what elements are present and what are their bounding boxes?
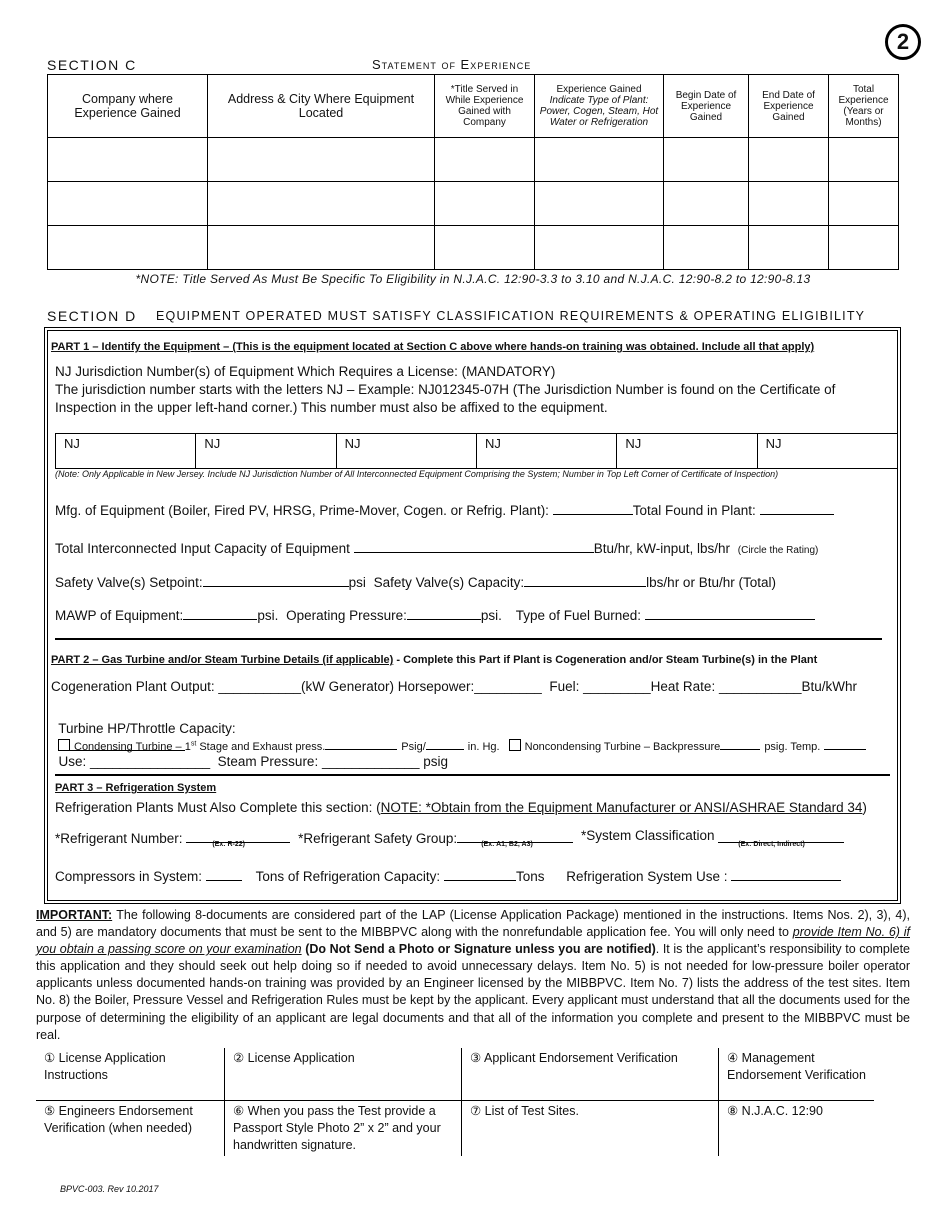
condensing-label-b: Stage and Exhaust press. (196, 741, 326, 753)
col-total-experience: Total Experience (Years or Months) (829, 75, 899, 138)
cell-input[interactable] (535, 138, 664, 182)
compressors-row (55, 866, 841, 884)
section-c-label: SECTION C (47, 57, 137, 73)
mawp-label: MAWP of Equipment: (55, 608, 184, 623)
compressors-label: Compressors in System: (55, 869, 203, 884)
cell-input[interactable] (664, 226, 749, 270)
condensing-checkbox[interactable] (58, 739, 70, 751)
nj-number-field[interactable]: NJ (476, 434, 616, 469)
nj-number-field[interactable]: NJ (56, 434, 196, 469)
capacity-units: Btu/hr, kW-input, lbs/hr (593, 541, 731, 556)
sv-capacity-units: lbs/hr or Btu/hr (Total) (646, 575, 776, 590)
capacity-row (55, 538, 818, 556)
total-found-field[interactable] (760, 500, 834, 515)
cell-input[interactable] (829, 182, 899, 226)
cell-input[interactable] (535, 182, 664, 226)
experience-table (47, 74, 899, 270)
circle-rating-hint: (Circle the Rating) (737, 545, 819, 556)
mfg-field[interactable] (553, 500, 633, 515)
cell-input[interactable] (435, 226, 535, 270)
col-company: Company where Experience Gained (48, 75, 208, 138)
doc-item-6: ⑥ When you pass the Test provide a Passport Style Photo 2” x 2” and your handwritten signature. (225, 1100, 462, 1156)
tons-label: Tons of Refrigeration Capacity: (255, 869, 441, 884)
noncondensing-checkbox[interactable] (509, 739, 521, 751)
part3-title: PART 3 – Refrigeration System (55, 782, 217, 794)
op-pressure-field[interactable] (407, 605, 481, 620)
tons-unit: Tons (515, 869, 545, 884)
cell-input[interactable] (435, 138, 535, 182)
section-d-label: SECTION D (47, 308, 137, 324)
in-hg-field[interactable] (426, 738, 464, 750)
important-text-b: . It is the applicant’s responsibility to complete this application and they should seek out help doing so if needed to avoid unnecessary delays. Item No. 5) is not needed for low-pressure boiler operator applicants unless documented hands-on training was provided by an Engineer licensed by the MIBBPVC. Item No. 7) lists the address of the test sites. Item No. 8) the Boiler, Pressure Vessel and Refrigeration Rules must be kept by the applicant. Every applicant must understand that all the documents used for the purpose of determining the eligibility of an applicant are legal documents and that all of the information you complete and present to the MIBBPVC must be real. (36, 942, 910, 1042)
mawp-row (55, 605, 815, 623)
refrigerant-example: (Ex: R-22) (212, 841, 246, 848)
noncondensing-label: Noncondensing Turbine – Backpressure (524, 741, 721, 753)
cell-input[interactable] (208, 182, 435, 226)
nj-number-field[interactable]: NJ (336, 434, 476, 469)
page-number-badge: 2 (885, 24, 921, 60)
refrigeration-intro (55, 800, 867, 815)
cell-input[interactable] (208, 138, 435, 182)
nj-number-field[interactable]: NJ (196, 434, 336, 469)
part2-title-b: - Complete this Part if Plant is Cogeneration and/or Steam Turbine(s) in the Plant (393, 654, 818, 666)
sv-capacity-field[interactable] (524, 572, 646, 587)
op-pressure-unit: psi. (480, 608, 502, 623)
turbine-type-row (58, 738, 866, 753)
refrigeration-intro-c: ) (862, 800, 867, 815)
total-found-label: Total Found in Plant: (632, 503, 756, 518)
doc-item-7: ⑦ List of Test Sites. (462, 1100, 719, 1156)
nj-number-field[interactable]: NJ (617, 434, 757, 469)
part1-instructions (55, 363, 895, 417)
mfg-label: Mfg. of Equipment (Boiler, Fired PV, HRSG, Prime-Mover, Cogen. or Refrig. Plant): (55, 503, 549, 518)
nj-number-field[interactable]: NJ (757, 434, 897, 469)
documents-table (36, 1048, 874, 1156)
cell-input[interactable] (535, 226, 664, 270)
refrigerant-row (55, 828, 844, 846)
cell-input[interactable] (749, 226, 829, 270)
important-paragraph (36, 907, 910, 1044)
section-c-note: *NOTE: Title Served As Must Be Specific To Eligibility in N.J.A.C. 12:90-3.3 to 3.10 and N.J.A.C. 12:90-8.2 to 12:90-8.13 (135, 272, 811, 286)
important-label: IMPORTANT: (36, 908, 113, 922)
refrigeration-intro-a: Refrigeration Plants Must Also Complete this section: ( (55, 800, 381, 815)
form-revision: BPVC-003. Rev 10.2017 (60, 1184, 159, 1194)
doc-item-3: ③ Applicant Endorsement Verification (462, 1048, 719, 1100)
safety-valve-row (55, 572, 776, 590)
cell-input[interactable] (48, 226, 208, 270)
part2-title-a: PART 2 – Gas Turbine and/or Steam Turbine Details (if applicable) (51, 654, 394, 666)
condensing-sup: st (190, 740, 197, 748)
cell-input[interactable] (829, 226, 899, 270)
table-row (48, 182, 899, 226)
doc-item-4: ④ Management Endorsement Verification (719, 1048, 875, 1100)
fuel-label: Type of Fuel Burned: (515, 608, 642, 623)
doc-item-5: ⑤ Engineers Endorsement Verification (when needed) (36, 1100, 225, 1156)
cell-input[interactable] (664, 138, 749, 182)
sv-capacity-label: Safety Valve(s) Capacity: (373, 575, 525, 590)
setpoint-field[interactable] (203, 572, 349, 587)
psig-slash: Psig/ (401, 741, 426, 753)
important-passing-note: provide Item No. 6) if you obtain a passing score on your examination (36, 925, 910, 957)
safety-group-label: *Refrigerant Safety Group: (298, 831, 458, 846)
section-d-title: EQUIPMENT OPERATED MUST SATISFY CLASSIFICATION REQUIREMENTS & OPERATING ELIGIBILITY (156, 309, 866, 323)
divider (55, 638, 882, 640)
capacity-field[interactable] (354, 538, 594, 553)
fuel-field[interactable] (645, 605, 815, 620)
refrig-use-field[interactable] (731, 866, 841, 881)
cell-input[interactable] (664, 182, 749, 226)
col-title-served: *Title Served in While Experience Gained with Company (435, 75, 535, 138)
experience-table-header (48, 75, 899, 138)
mawp-unit: psi. (257, 608, 279, 623)
cell-input[interactable] (48, 182, 208, 226)
col-end-date: End Date of Experience Gained (749, 75, 829, 138)
doc-item-8: ⑧ N.J.A.C. 12:90 (719, 1100, 875, 1156)
cell-input[interactable] (435, 182, 535, 226)
nj-note: (Note: Only Applicable in New Jersey. Include NJ Jurisdiction Number of All Interconnected Equipment Comprising the System; Number in Top Left Corner of Certificate of Inspection) (55, 469, 779, 479)
capacity-label: Total Interconnected Input Capacity of Equipment (55, 541, 350, 556)
table-row (48, 226, 899, 270)
setpoint-unit: psi (348, 575, 366, 590)
exhaust-press-field[interactable] (325, 738, 397, 750)
table-row (48, 138, 899, 182)
doc-item-1: ① License Application Instructions (36, 1048, 225, 1100)
temp-field[interactable] (824, 738, 866, 750)
part1-title: PART 1 – Identify the Equipment – (This is the equipment located at Section C above where hands-on training was obtained. Include all that apply) (51, 341, 815, 353)
cogen-output-row[interactable]: Cogeneration Plant Output: ___________(kW Generator) Horsepower:_________ Fuel: _________Heat Rate: ___________Btu/kWhr (51, 679, 858, 694)
section-c-title: Statement of Experience (372, 57, 532, 72)
doc-item-2: ② License Application (225, 1048, 462, 1100)
nj-number-table (55, 433, 898, 469)
important-text-a: The following 8-documents are considered part of the LAP (License Application Package) mentioned in the instructions. Items Nos. 2), 3), 4), and 5) are mandatory documents that must be sent to the MIBBPVC along with the nonrefundable application fee. You will only need to (36, 908, 910, 940)
use-steam-text[interactable]: Use: ________________ Steam Pressure: _____________ psig (58, 754, 449, 769)
system-class-field[interactable] (718, 828, 844, 848)
system-class-example: (Ex: Direct, Indirect) (738, 841, 805, 848)
refrigeration-intro-note: NOTE: *Obtain from the Equipment Manufacturer or ANSI/ASHRAE Standard 34 (380, 800, 863, 815)
tons-field[interactable] (444, 866, 516, 881)
col-experience-gained-label: Experience Gained (556, 84, 642, 95)
col-experience-gained (535, 75, 664, 138)
refrig-use-label: Refrigeration System Use : (566, 869, 728, 884)
important-photo-note: (Do Not Send a Photo or Signature unless you are notified) (301, 942, 656, 957)
refrigerant-label: *Refrigerant Number: (55, 831, 183, 846)
refrigerant-field[interactable] (186, 828, 290, 848)
cell-input[interactable] (208, 226, 435, 270)
safety-group-field[interactable] (457, 828, 573, 848)
op-pressure-label: Operating Pressure: (286, 608, 407, 623)
mawp-field[interactable] (183, 605, 257, 620)
system-class-label: *System Classification (580, 828, 715, 843)
col-address: Address & City Where Equipment Located (208, 75, 435, 138)
turbine-label: Turbine HP/Throttle Capacity: (58, 721, 236, 736)
cell-input[interactable] (749, 182, 829, 226)
compressors-field[interactable] (206, 866, 242, 881)
mfg-row (55, 500, 834, 518)
jurisdiction-explanation: The jurisdiction number starts with the letters NJ – Example: NJ012345-07H (The Jurisdiction Number is found on the Certificate of Inspection in the upper left-hand corner.) This number must also be affixed to the equipment. (55, 382, 836, 415)
col-begin-date: Begin Date of Experience Gained (664, 75, 749, 138)
cell-input[interactable] (829, 138, 899, 182)
divider (55, 774, 890, 776)
jurisdiction-heading: NJ Jurisdiction Number(s) of Equipment Which Requires a License: (MANDATORY) (55, 364, 556, 379)
cell-input[interactable] (749, 138, 829, 182)
setpoint-label: Safety Valve(s) Setpoint: (55, 575, 203, 590)
psig-temp-label: psig. Temp. (764, 741, 821, 753)
condensing-label-a: Condensing Turbine – 1 (74, 741, 191, 753)
part2-title (51, 654, 817, 666)
in-hg-unit: in. Hg. (467, 741, 500, 753)
backpressure-field[interactable] (720, 738, 760, 750)
col-experience-gained-sub: Indicate Type of Plant: Power, Cogen, Steam, Hot Water or Refrigeration (539, 95, 659, 128)
safety-group-example: (Ex: A1, B2, A3) (481, 841, 533, 848)
cell-input[interactable] (48, 138, 208, 182)
